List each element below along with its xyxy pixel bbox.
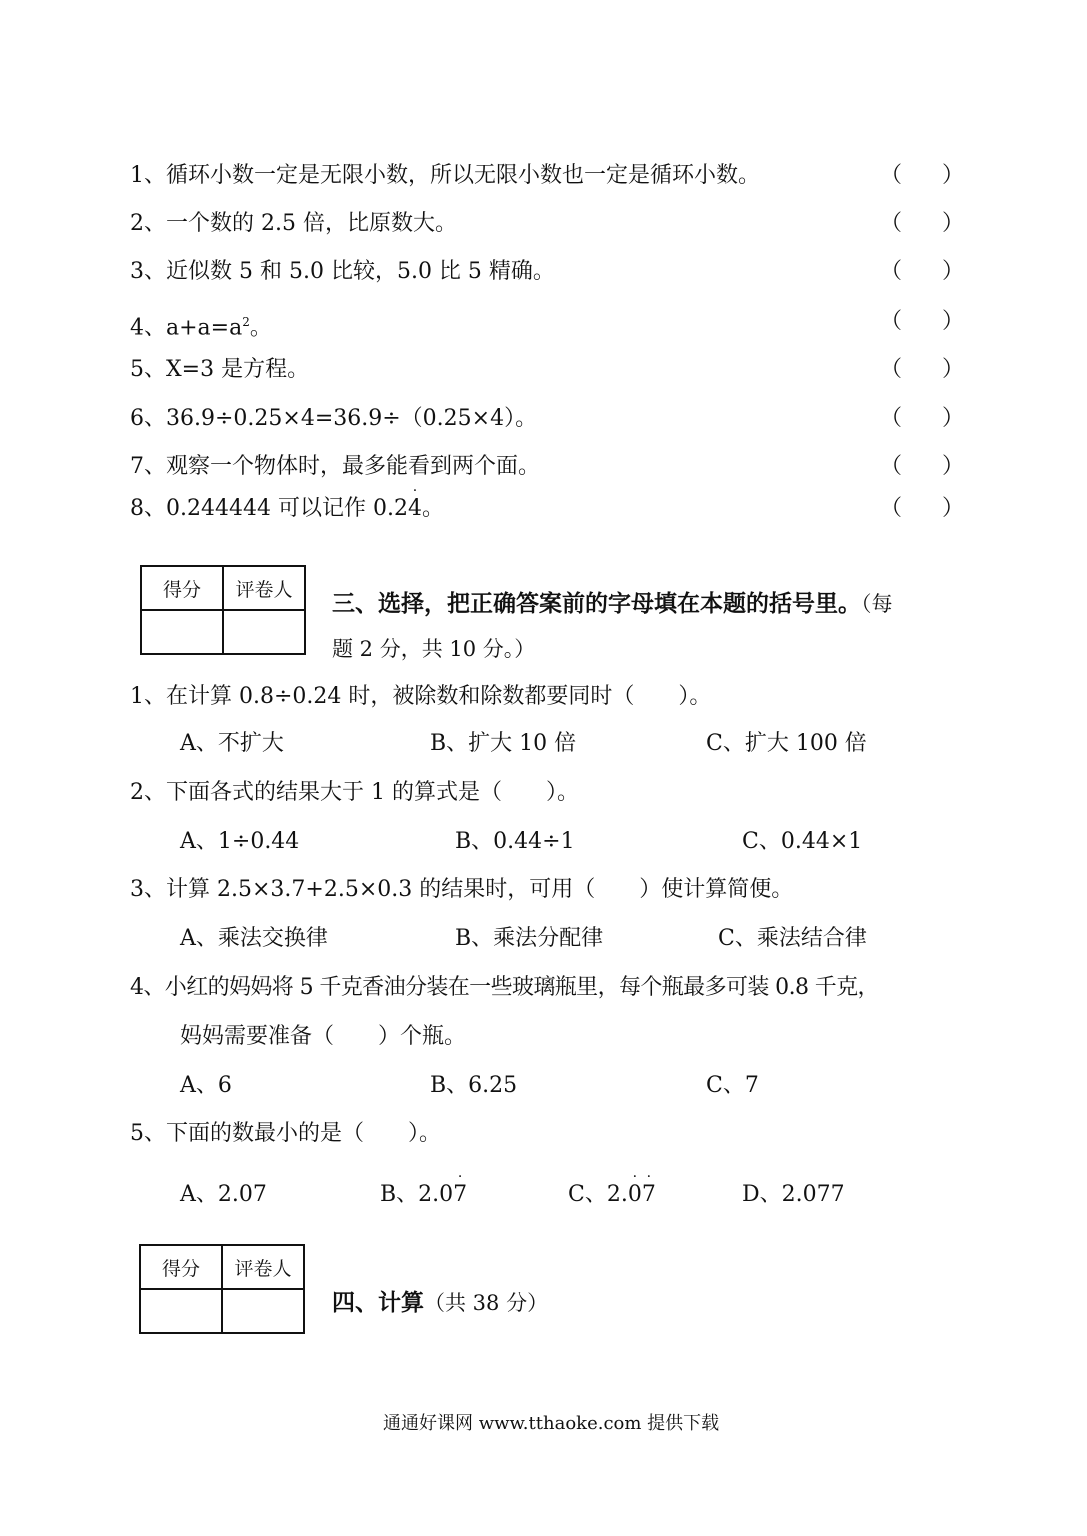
score-table-section4 [139, 1244, 305, 1334]
section3-note: 题 2 分，共 10 分。） [332, 637, 536, 661]
score-header: 得分 [140, 1245, 222, 1289]
judge-item-7: 7、观察一个物体时，最多能看到两个面。 [130, 454, 540, 479]
q4-option-b[interactable]: B、6.25 [430, 1073, 518, 1098]
q5-option-a[interactable]: A、2.07 [180, 1182, 267, 1207]
section4-title: 四、计算（共 38 分） [332, 1289, 549, 1316]
repeat-dot: · [412, 483, 418, 499]
grader-header: 评卷人 [223, 566, 305, 610]
grader-header: 评卷人 [222, 1245, 304, 1289]
score-cell[interactable] [140, 1289, 222, 1333]
choice-question-4-cont: 妈妈需要准备（ ）个瓶。 [180, 1024, 467, 1049]
section3-title: 三、选择，把正确答案前的字母填在本题的括号里。（每 [332, 590, 893, 617]
page-footer: 通通好课网 www.tthaoke.com 提供下载 [383, 1413, 720, 1434]
judge-item-4: 4、$a+a=a^2$。 [130, 315, 272, 341]
q5-option-d[interactable]: D、2.077 [742, 1182, 845, 1207]
q3-option-b[interactable]: B、乘法分配律 [455, 926, 604, 951]
q2-option-b[interactable]: B、0.44÷1 [455, 829, 575, 854]
repeat-dot: · [646, 1169, 652, 1185]
q4-option-c[interactable]: C、7 [706, 1073, 759, 1098]
choice-question-4: 4、小红的妈妈将 5 千克香油分装在一些玻璃瓶里，每个瓶最多可装 0.8 千克， [130, 975, 879, 1000]
score-header: 得分 [141, 566, 223, 610]
q1-option-c[interactable]: C、扩大 100 倍 [706, 731, 867, 756]
q5-option-b[interactable]: B、2.07 · [380, 1169, 468, 1207]
q1-option-a[interactable]: A、不扩大 [180, 731, 284, 756]
judge-item-1: 1、循环小数一定是无限小数，所以无限小数也一定是循环小数。 [130, 163, 760, 188]
choice-question-2: 2、下面各式的结果大于 1 的算式是（ ）。 [130, 780, 579, 805]
q3-option-a[interactable]: A、乘法交换律 [180, 926, 328, 951]
repeat-dot: · [457, 1169, 463, 1185]
judge-item-8: 8、0.244444 可以记作 0.24 · 。 [130, 483, 444, 521]
q4-option-a[interactable]: A、6 [180, 1073, 232, 1098]
q2-option-a[interactable]: A、1÷0.44 [180, 829, 300, 854]
judge-item-2: 2、一个数的 2.5 倍，比原数大。 [130, 211, 457, 236]
q5-option-c[interactable]: C、2.0 · 7 · [568, 1169, 656, 1207]
choice-question-1: 1、在计算 0.8÷0.24 时，被除数和除数都要同时（ ）。 [130, 684, 712, 709]
choice-question-3: 3、计算 2.5×3.7+2.5×0.3 的结果时，可用（ ）使计算简便。 [130, 877, 794, 902]
choice-question-5: 5、下面的数最小的是（ ）。 [130, 1121, 441, 1146]
judge-item-5: 5、X=3 是方程。 [130, 357, 310, 382]
repeat-dot: · [632, 1169, 638, 1185]
grader-cell[interactable] [222, 1289, 304, 1333]
judge-item-6: 6、36.9÷0.25×4=36.9÷（0.25×4）。 [130, 406, 538, 431]
q1-option-b[interactable]: B、扩大 10 倍 [430, 731, 577, 756]
score-cell[interactable] [141, 610, 223, 654]
grader-cell[interactable] [223, 610, 305, 654]
q3-option-c[interactable]: C、乘法结合律 [718, 926, 867, 951]
judge-item-3: 3、近似数 5 和 5.0 比较，5.0 比 5 精确。 [130, 259, 555, 284]
q2-option-c[interactable]: C、0.44×1 [742, 829, 863, 854]
score-table-section3 [140, 565, 306, 655]
